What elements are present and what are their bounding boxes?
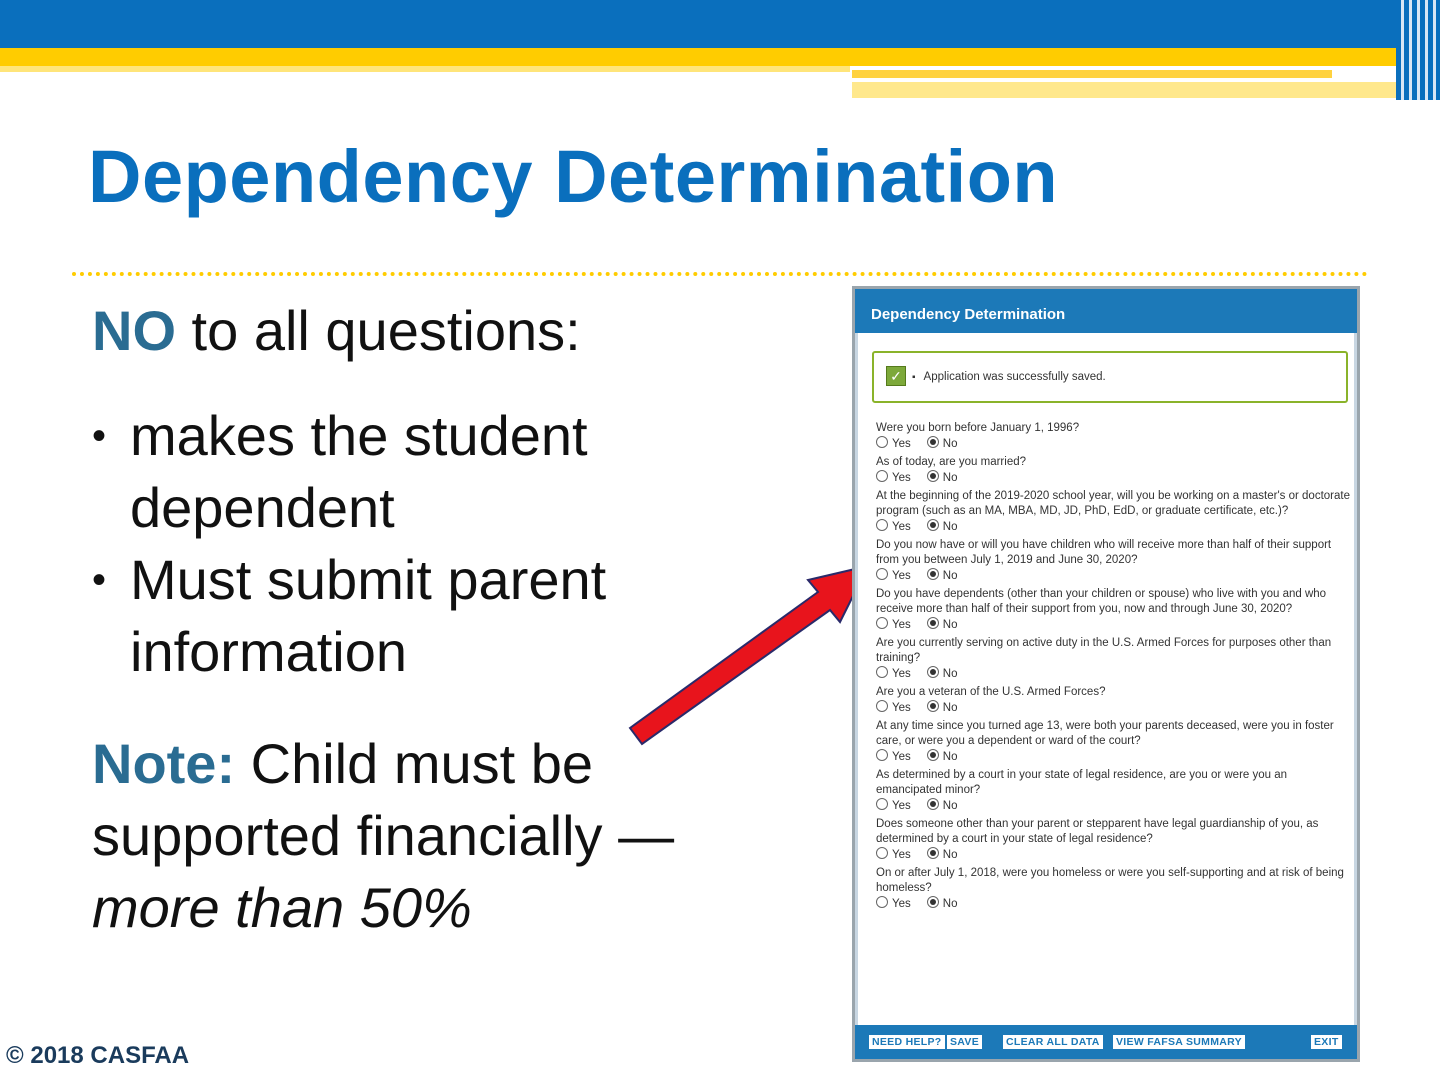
- radio-empty-icon: [876, 847, 888, 859]
- yes-label: Yes: [892, 619, 911, 631]
- answer-options: [876, 617, 1354, 632]
- answer-options: [876, 666, 1354, 681]
- answer-options: [876, 798, 1354, 813]
- no-radio[interactable]: [927, 470, 958, 486]
- note-body: Child must be supported financially —: [92, 732, 675, 867]
- note-label: Note:: [92, 732, 236, 795]
- fafsa-content: [855, 333, 1357, 1033]
- exit-button[interactable]: EXIT: [1311, 1035, 1342, 1049]
- question-item: [876, 817, 1354, 862]
- title-divider: [72, 272, 1368, 276]
- no-label: No: [942, 570, 958, 582]
- question-item: [876, 455, 1354, 485]
- success-banner: [872, 351, 1348, 403]
- no-label: No: [942, 438, 958, 450]
- bullet-dot-icon: •: [92, 558, 107, 602]
- answer-options: [876, 700, 1354, 715]
- no-label: No: [942, 898, 958, 910]
- radio-selected-icon: [927, 568, 939, 580]
- question-item: [876, 719, 1354, 764]
- bullet-dot-icon: •: [92, 414, 107, 458]
- note-italic: more than 50%: [92, 876, 472, 939]
- bullet-text: Must submit parent information: [130, 548, 607, 683]
- fafsa-screenshot: [852, 286, 1360, 1062]
- yes-radio[interactable]: [876, 617, 911, 633]
- question-list: [876, 421, 1354, 915]
- yes-label: Yes: [892, 438, 911, 450]
- question-text: As determined by a court in your state of legal residence, are you or were you an emancipated minor?: [876, 769, 1288, 796]
- radio-empty-icon: [876, 666, 888, 678]
- no-label: No: [942, 472, 958, 484]
- yes-label: Yes: [892, 521, 911, 533]
- question-text: At any time since you turned age 13, were both your parents deceased, were you in foster care, or were you a dependent or ward of the court?: [876, 720, 1334, 747]
- answer-options: [876, 519, 1354, 534]
- yes-radio[interactable]: [876, 700, 911, 716]
- yes-radio[interactable]: [876, 749, 911, 765]
- question-item: [876, 421, 1354, 451]
- answer-options: [876, 436, 1354, 451]
- yes-label: Yes: [892, 570, 911, 582]
- radio-selected-icon: [927, 470, 939, 482]
- header-bar-blue: [0, 0, 1440, 48]
- bullet-item: [92, 400, 712, 544]
- radio-empty-icon: [876, 700, 888, 712]
- header-bar-yellow-accent: [852, 82, 1412, 98]
- question-text: As of today, are you married?: [876, 456, 1026, 468]
- need-help-button[interactable]: NEED HELP?: [869, 1035, 945, 1049]
- radio-selected-icon: [927, 617, 939, 629]
- answer-options: [876, 896, 1354, 911]
- radio-selected-icon: [927, 519, 939, 531]
- fafsa-footer: [855, 1025, 1357, 1059]
- no-radio[interactable]: [927, 700, 958, 716]
- lead-text: [92, 298, 581, 363]
- question-text: On or after July 1, 2018, were you homeless or were you self-supporting and at risk of being homeless?: [876, 867, 1344, 894]
- success-message: ▪ Application was successfully saved.: [912, 371, 1106, 383]
- radio-selected-icon: [927, 666, 939, 678]
- fafsa-header: Dependency Determination: [855, 289, 1357, 333]
- radio-empty-icon: [876, 436, 888, 448]
- radio-empty-icon: [876, 617, 888, 629]
- view-fafsa-summary-button[interactable]: VIEW FAFSA SUMMARY: [1113, 1035, 1245, 1049]
- note-text: [92, 728, 772, 944]
- no-radio[interactable]: [927, 798, 958, 814]
- no-radio[interactable]: [927, 568, 958, 584]
- clear-all-data-button[interactable]: CLEAR ALL DATA: [1003, 1035, 1103, 1049]
- question-item: [876, 489, 1354, 534]
- radio-selected-icon: [927, 749, 939, 761]
- answer-options: [876, 568, 1354, 583]
- radio-empty-icon: [876, 798, 888, 810]
- question-item: [876, 768, 1354, 813]
- question-item: [876, 587, 1354, 632]
- red-arrow-icon: [600, 550, 880, 750]
- save-button[interactable]: SAVE: [947, 1035, 982, 1049]
- no-radio[interactable]: [927, 847, 958, 863]
- answer-options: [876, 847, 1354, 862]
- question-text: Does someone other than your parent or stepparent have legal guardianship of you, as determined by a court in your state of legal residence?: [876, 818, 1319, 845]
- no-label: No: [942, 619, 958, 631]
- radio-selected-icon: [927, 896, 939, 908]
- no-radio[interactable]: [927, 519, 958, 535]
- header-bar-yellow-accent: [0, 66, 850, 72]
- question-text: Are you a veteran of the U.S. Armed Forces?: [876, 686, 1106, 698]
- slide-title: Dependency Determination: [88, 135, 1059, 218]
- radio-empty-icon: [876, 749, 888, 761]
- question-text: Are you currently serving on active duty in the U.S. Armed Forces for purposes other than training?: [876, 637, 1332, 664]
- lead-emphasis: NO: [92, 299, 176, 362]
- no-radio[interactable]: [927, 896, 958, 912]
- question-item: [876, 866, 1354, 911]
- yes-radio[interactable]: [876, 470, 911, 486]
- radio-selected-icon: [927, 700, 939, 712]
- checkbox-check-icon: ✓: [886, 366, 906, 386]
- radio-empty-icon: [876, 470, 888, 482]
- question-item: [876, 538, 1354, 583]
- yes-label: Yes: [892, 898, 911, 910]
- no-label: No: [942, 849, 958, 861]
- radio-empty-icon: [876, 568, 888, 580]
- copyright: © 2018 CASFAA: [6, 1042, 190, 1069]
- radio-selected-icon: [927, 798, 939, 810]
- yes-label: Yes: [892, 800, 911, 812]
- yes-radio[interactable]: [876, 568, 911, 584]
- yes-label: Yes: [892, 668, 911, 680]
- yes-radio[interactable]: [876, 896, 911, 912]
- question-item: [876, 636, 1354, 681]
- question-item: [876, 685, 1354, 715]
- radio-empty-icon: [876, 519, 888, 531]
- no-radio[interactable]: [927, 617, 958, 633]
- question-text: Do you now have or will you have children who will receive more than half of their support from you between July 1, 2019 and June 30, 2020?: [876, 539, 1332, 566]
- lead-rest: to all questions:: [176, 299, 581, 362]
- no-label: No: [942, 702, 958, 714]
- no-label: No: [942, 751, 958, 763]
- no-radio[interactable]: [927, 666, 958, 682]
- yes-label: Yes: [892, 849, 911, 861]
- no-label: No: [942, 800, 958, 812]
- yes-radio[interactable]: [876, 798, 911, 814]
- yes-label: Yes: [892, 472, 911, 484]
- radio-selected-icon: [927, 436, 939, 448]
- question-text: Do you have dependents (other than your children or spouse) who live with you and who receive more than half of their support from you, now and through June 30, 2020?: [876, 588, 1327, 615]
- yes-radio[interactable]: [876, 666, 911, 682]
- no-radio[interactable]: [927, 749, 958, 765]
- answer-options: [876, 470, 1354, 485]
- no-radio[interactable]: [927, 436, 958, 452]
- yes-radio[interactable]: [876, 436, 911, 452]
- question-text: Were you born before January 1, 1996?: [876, 422, 1080, 434]
- yes-label: Yes: [892, 702, 911, 714]
- header-bar-yellow: [0, 48, 1400, 66]
- question-text: At the beginning of the 2019-2020 school year, will you be working on a master's or doctorate program (such as an MA, MBA, MD, JD, PhD, EdD, or graduate certificate, etc.)?: [876, 490, 1350, 517]
- answer-options: [876, 749, 1354, 764]
- no-label: No: [942, 521, 958, 533]
- header-stripes: [1396, 0, 1440, 100]
- yes-radio[interactable]: [876, 847, 911, 863]
- yes-radio[interactable]: [876, 519, 911, 535]
- yes-label: Yes: [892, 751, 911, 763]
- radio-selected-icon: [927, 847, 939, 859]
- bullet-text: makes the student dependent: [130, 404, 588, 539]
- radio-empty-icon: [876, 896, 888, 908]
- no-label: No: [942, 668, 958, 680]
- header-bar-yellow-accent: [852, 70, 1332, 78]
